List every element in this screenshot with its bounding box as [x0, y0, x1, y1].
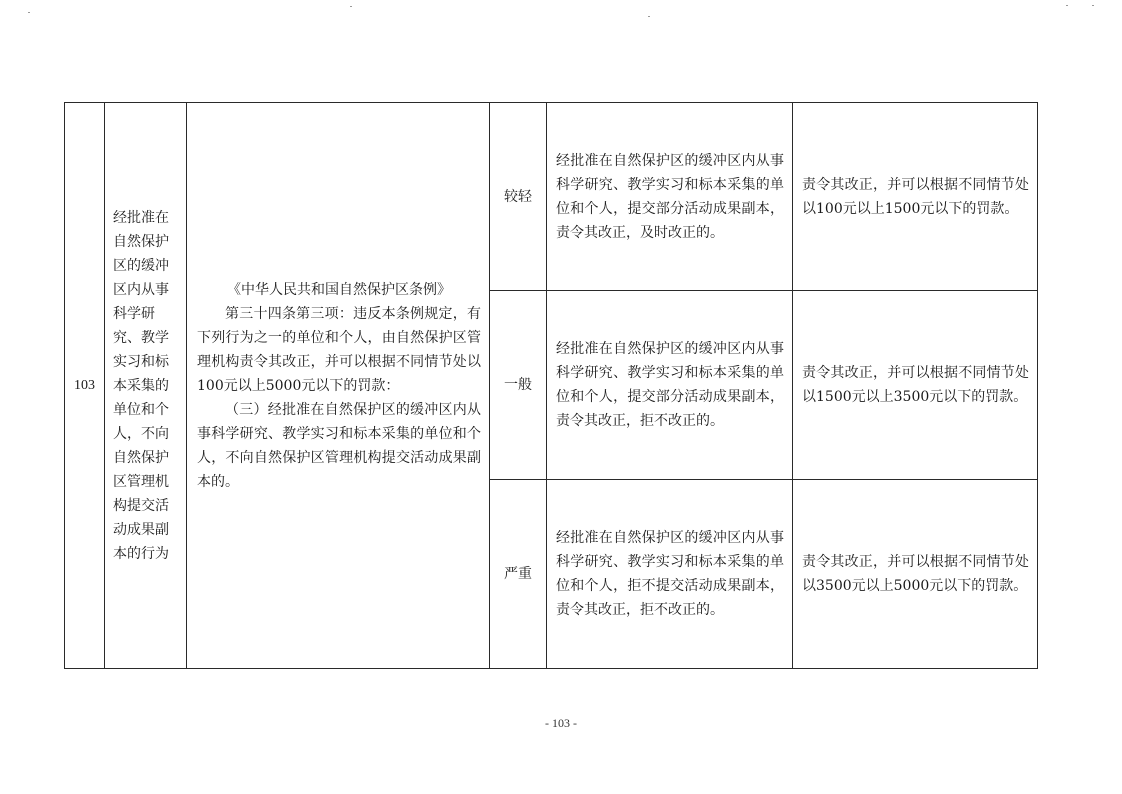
row-number: 103: [65, 103, 105, 669]
regulation-title: 《中华人民共和国自然保护区条例》: [227, 281, 451, 298]
legal-basis: [187, 103, 490, 669]
scan-speck: [28, 12, 30, 13]
severity-level: 较轻: [490, 103, 547, 291]
penalty-standard: 责令其改正，并可以根据不同情节处以1500元以上3500元以下的罚款。: [793, 291, 1038, 480]
violation-behavior: 经批准在自然保护区的缓冲区内从事科学研究、教学实习和标本采集的单位和个人，不向自然保护区管理机构提交活动成果副本的行为: [105, 103, 187, 669]
penalty-standard: 责令其改正，并可以根据不同情节处以100元以上1500元以下的罚款。: [793, 103, 1038, 291]
penalty-standard: 责令其改正，并可以根据不同情节处以3500元以上5000元以下的罚款。: [793, 480, 1038, 669]
violation-circumstance: 经批准在自然保护区的缓冲区内从事科学研究、教学实习和标本采集的单位和个人，拒不提交活动成果副本，责令其改正，拒不改正的。: [547, 480, 793, 669]
page-number: - 103 -: [545, 716, 577, 730]
regulation-item: （三）经批准在自然保护区的缓冲区内从事科学研究、教学实习和标本采集的单位和个人，不向自然保护区管理机构提交活动成果副本的。: [197, 401, 481, 490]
scan-speck: [350, 6, 352, 7]
violation-circumstance: 经批准在自然保护区的缓冲区内从事科学研究、教学实习和标本采集的单位和个人，提交部分活动成果副本，责令其改正，拒不改正的。: [547, 291, 793, 480]
violation-circumstance: 经批准在自然保护区的缓冲区内从事科学研究、教学实习和标本采集的单位和个人，提交部分活动成果副本，责令其改正，及时改正的。: [547, 103, 793, 291]
table-row: [65, 103, 1038, 291]
scan-speck: [1066, 5, 1068, 6]
penalty-standards-table: [64, 102, 1038, 669]
scan-speck: [648, 16, 650, 17]
scan-speck: [1092, 5, 1094, 6]
severity-level: 严重: [490, 480, 547, 669]
regulation-article: 第三十四条第三项：违反本条例规定，有下列行为之一的单位和个人，由自然保护区管理机构责令其改正，并可以根据不同情节处以100元以上5000元以下的罚款：: [197, 305, 481, 394]
severity-level: 一般: [490, 291, 547, 480]
